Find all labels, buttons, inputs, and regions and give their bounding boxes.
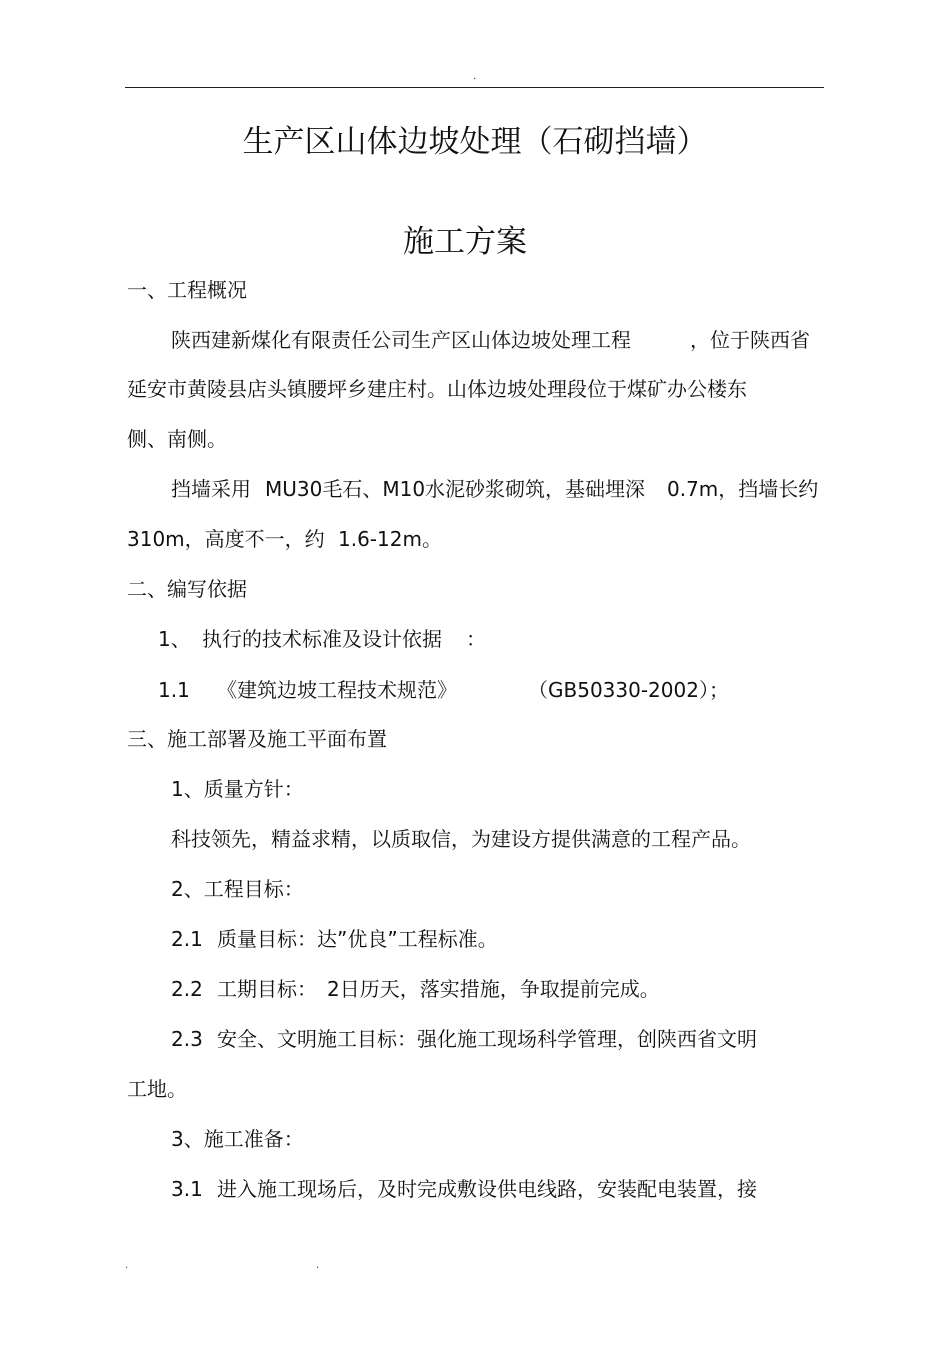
prep-3-1-number: 3.1 [171, 1177, 203, 1201]
para-2-line-2b: 1.6-12m。 [338, 527, 442, 551]
header-rule [125, 87, 824, 88]
item-1-text: 执行的技术标准及设计依据 [202, 627, 442, 651]
section-1-heading: 一、工程概况 [127, 278, 247, 302]
para-1-line-2: 延安市黄陵县店头镇腰坪乡建庄村。山体边坡处理段位于煤矿办公楼东 [127, 377, 747, 401]
para-1-line-1b: ，位于陕西省 [690, 328, 810, 352]
section-3-heading: 三、施工部署及施工平面布置 [127, 727, 387, 751]
quality-policy-text: 科技领先，精益求精，以质取信，为建设方提供满意的工程产品。 [171, 827, 751, 851]
header-mark: . [473, 71, 477, 82]
goal-2-3-number: 2.3 [171, 1027, 203, 1051]
para-2-line-1b: MU30毛石、M10水泥砂浆砌筑，基础埋深 [265, 477, 646, 501]
para-1-line-3: 侧、南侧。 [127, 427, 227, 451]
item-1-1-code: （GB50330-2002）； [528, 678, 729, 702]
goal-2-2-label: 工期目标： [217, 977, 317, 1001]
item-1-colon: ： [466, 627, 486, 651]
construction-prep-heading: 3、施工准备： [171, 1127, 304, 1151]
section-2-heading: 二、编写依据 [127, 577, 247, 601]
item-1-1-text: 《建筑边坡工程技术规范》 [217, 678, 457, 702]
document-title: 生产区山体边坡处理（石砌挡墙） [242, 124, 708, 160]
goal-2-1-number: 2.1 [171, 927, 203, 951]
item-1-number: 1、 [158, 627, 191, 651]
para-1-line-1a: 陕西建新煤化有限责任公司生产区山体边坡处理工程 [171, 328, 631, 352]
footer-mark-right: . [316, 1260, 320, 1271]
project-goals-heading: 2、工程目标： [171, 877, 304, 901]
goal-2-3-text: 安全、文明施工目标：强化施工现场科学管理，创陕西省文明 [217, 1027, 757, 1051]
footer-mark-left: . [125, 1260, 129, 1271]
prep-3-1-text: 进入施工现场后，及时完成敷设供电线路，安装配电装置，接 [217, 1177, 757, 1201]
para-2-line-2a: 310m，高度不一，约 [127, 527, 325, 551]
quality-policy-heading: 1、质量方针： [171, 777, 304, 801]
item-1-1-number: 1.1 [158, 678, 190, 702]
para-2-line-1c: 0.7m，挡墙长约 [667, 477, 819, 501]
goal-2-3-continuation: 工地。 [127, 1077, 187, 1101]
goal-2-2-number: 2.2 [171, 977, 203, 1001]
goal-2-2-text: 2日历天，落实措施，争取提前完成。 [327, 977, 660, 1001]
para-2-line-1a: 挡墙采用 [171, 477, 251, 501]
goal-2-1-text: 质量目标：达”优良”工程标准。 [217, 927, 498, 951]
document-subtitle: 施工方案 [403, 224, 527, 260]
